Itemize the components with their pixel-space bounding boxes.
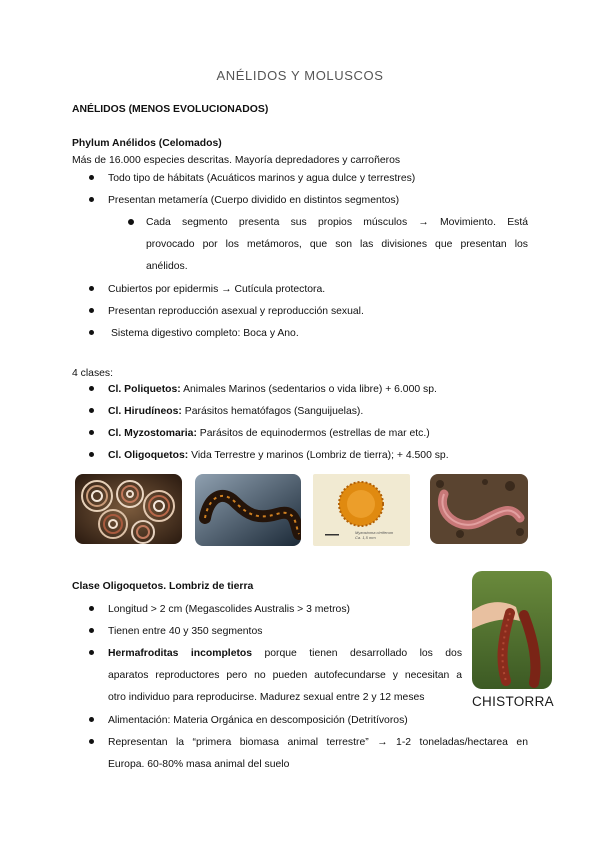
list-item-hermafroditas-line-1: [108, 647, 462, 661]
document-title: ANÉLIDOS Y MOLUSCOS: [216, 68, 384, 83]
list-item-reproduccion: Presentan reproducción asexual y reproducción sexual.: [108, 306, 364, 317]
bullet-icon: [88, 383, 96, 391]
bullet-icon: [88, 283, 96, 291]
bullet-icon: [88, 714, 96, 722]
class-name: Cl. Oligoquetos:: [108, 450, 189, 461]
bullet-icon: [88, 172, 96, 180]
bullet-icon: [88, 736, 96, 744]
list-item-metameria: Presentan metamería (Cuerpo dividido en distintos segmentos): [108, 195, 400, 206]
bullet-icon: [88, 603, 96, 611]
list-item-hermafroditas-line-3: otro individuo para reproducirse. Madurez sexual entre 2 y 12 meses: [108, 692, 425, 703]
bullet-icon: [88, 327, 96, 335]
bullet-icon: [88, 427, 96, 435]
bullet-icon: [88, 625, 96, 633]
image-lombriz: [430, 474, 528, 544]
list-item-habitats: Todo tipo de hábitats (Acuáticos marinos y agua dulce y terrestres): [108, 173, 416, 184]
section-heading: ANÉLIDOS (MENOS EVOLUCIONADOS): [72, 104, 269, 115]
chistorra-label: CHISTORRA: [472, 694, 554, 709]
class-text: Vida Terrestre y marinos (Lombriz de tierra); + 4.500 sp.: [188, 450, 449, 461]
oligo-heading: Clase Oligoquetos. Lombriz de tierra: [72, 581, 254, 592]
class-name: Cl. Hirudíneos:: [108, 406, 182, 417]
bullet-icon: [88, 305, 96, 313]
class-text: Parásitos hematófagos (Sanguijuelas).: [181, 406, 364, 417]
bullet-icon: [88, 647, 96, 655]
sub-item-line-2: provocado por los metámoros, que son las divisiones que presentan los: [146, 239, 528, 250]
sub-item-line-3: anélidos.: [146, 261, 188, 272]
image-chistorra: [472, 571, 552, 689]
list-item-biomasa-line-2: Europa. 60-80% masa animal del suelo: [108, 759, 290, 770]
list-item-epidermis: Cubiertos por epidermis → Cutícula protectora.: [108, 284, 326, 295]
class-name: Cl. Myzostomaria:: [108, 428, 197, 439]
list-item-digestivo: Sistema digestivo completo: Boca y Ano.: [111, 328, 299, 339]
bullet-icon: [88, 405, 96, 413]
phylum-intro: Más de 16.000 especies descritas. Mayoría depredadores y carroñeros: [72, 155, 401, 166]
list-item-alimentacion: Alimentación: Materia Orgánica en descomposición (Detritívoros): [108, 715, 408, 726]
hermafroditas-rest: porque tienen desarrollado los dos: [264, 648, 463, 659]
list-item-segmentos: Tienen entre 40 y 350 segmentos: [108, 626, 263, 637]
class-text: Parásitos de equinodermos (estrellas de mar etc.): [196, 428, 430, 439]
list-item-biomasa-line-1: Representan la “primera biomasa animal terrestre” → 1-2 toneladas/hectarea en: [108, 737, 528, 748]
phylum-heading: Phylum Anélidos (Celomados): [72, 138, 222, 149]
image-poliquetos: [75, 474, 182, 544]
bullet-icon: [88, 449, 96, 457]
hollow-bullet-icon: [128, 216, 136, 224]
hermafroditas-bold: Hermafroditas incompletos: [108, 648, 253, 659]
class-item-poliquetos: [108, 383, 437, 397]
bullet-icon: [88, 194, 96, 202]
image-myzostomaria: [313, 474, 410, 546]
list-item-hermafroditas-line-2: aparatos reproductores pero no pueden autofecundarse y necesitan a: [108, 670, 462, 681]
class-item-oligoquetos: [108, 449, 449, 463]
classes-label: 4 clases:: [72, 368, 114, 379]
sub-item-line-1: Cada segmento presenta sus propios músculos → Movimiento. Está: [146, 217, 528, 228]
class-item-myzostomaria: [108, 427, 430, 441]
list-item-longitud: Longitud > 2 cm (Megascolides Australis > 3 metros): [108, 604, 350, 615]
class-name: Cl. Poliquetos:: [108, 384, 181, 395]
class-text: Animales Marinos (sedentarios o vida libre) + 6.000 sp.: [180, 384, 437, 395]
micro-caption: Myzostoma cirriferum Ca. 1,5 mm: [355, 530, 394, 540]
class-item-hirudineos: [108, 405, 363, 419]
image-sanguijuela: [195, 474, 301, 546]
